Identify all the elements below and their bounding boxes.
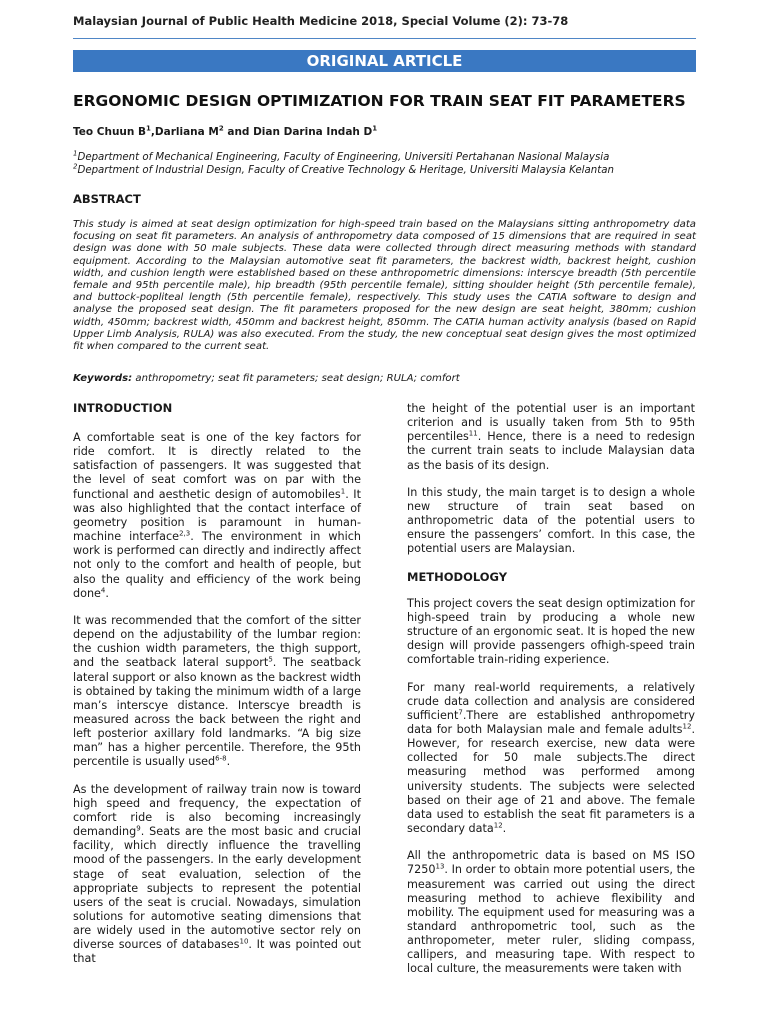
abstract-text: This study is aimed at seat design optimization for high-speed train based on the Malaysians sitting anthropometry data focusing on seat fit parameters. An analysis of anthropometry data composed of 15 dimensions that are required in seat design was done with 50 male subjects. These data were collected through direct measuring methods with standard equipment. According to the Malaysian automotive seat fit parameters, the backrest width, backrest height, cushion width, and cushion length were established based on these anthropometric dimensions: interscye breadth (5th percentile female and 95th percentile male), hip breadth (95th percentile female), sitting shoulder height (5th percentile female), and buttock-popliteal length (5th percentile female), respectively. This study uses the CATIA software to design and analyse the proposed seat design. The fit parameters proposed for the new design are seat height, 380mm; cushion width, 450mm; backrest width, 450mm and backrest height, 850mm. The CATIA human activity analysis (based on Rapid Upper Limb Analysis, RULA) was also executed. From the study, the new conceptual seat design gives the most optimized fit when compared to the current seat.: [73, 219, 696, 353]
author-affil-sup: 1: [372, 124, 378, 133]
methodology-paragraph-1: This project covers the seat design optimization for high-speed train by producing a whole new structure of an ergonomic seat. It is hoped the new design will provide passengers ofhigh-speed train comfortable train-riding experience.: [407, 596, 695, 667]
introduction-heading: INTRODUCTION: [73, 401, 173, 415]
methodology-paragraph-3: All the anthropometric data is based on MS ISO 7250$^{13}$. In order to obtain more potential users, the measurement was carried out using the direct measuring method to achieve flexibility and mobility. The equipment used for measuring was a standard anthropometric tool, such as the anthropometer, meter ruler, sliding compass, callipers, and measuring tape. With respect to local culture, the measurements were taken with: [407, 849, 695, 976]
citation: 7: [458, 708, 463, 717]
article-type-banner: ORIGINAL ARTICLE: [73, 50, 696, 72]
citation: 9: [136, 824, 141, 833]
article-title: ERGONOMIC DESIGN OPTIMIZATION FOR TRAIN SEAT FIT PARAMETERS: [73, 92, 686, 110]
keywords-text: anthropometry; seat fit parameters; seat design; RULA; comfort: [132, 373, 460, 384]
journal-header: Malaysian Journal of Public Health Medicine 2018, Special Volume (2): 73-78: [73, 14, 569, 28]
citation: 10: [239, 937, 249, 946]
affiliation-1: $^1$Department of Mechanical Engineering, Faculty of Engineering, Universiti Pertahanan Nasional Malaysia: [73, 149, 610, 163]
citation: 5: [268, 655, 273, 664]
left-column: [73, 431, 361, 980]
citation: 1: [340, 486, 346, 495]
author-name: ,Darliana M: [150, 126, 219, 138]
intro-paragraph-2: It was recommended that the comfort of the sitter depend on the adjustability of the lumbar region: the cushion width parameters, the thigh support, and the seatback lateral support$^5$. The seatback lateral support or also known as the backrest width is obtained by taking the minimum width of a large man’s interscye distance. Interscye breadth is measured across the back between the right and left posterior axillary fold landmarks. “A big size man” has a higher percentile. Therefore, the 95th percentile is usually used$^{6-8}$.: [73, 613, 361, 769]
methodology-paragraph-2: For many real-world requirements, a relatively crude data collection and analysis are considered sufficient$^7$.There are established anthropometry data for both Malaysian male and female adults$^{12}$. However, for research exercise, new data were collected for 50 male subjects.The direct measuring method was performed among university students. The subjects were selected based on their age of 21 and above. The female data used to establish the seat fit parameters is a secondary data$^{12}$.: [407, 680, 695, 836]
citation: 4: [100, 585, 106, 594]
right-column: [407, 402, 695, 990]
methodology-heading: METHODOLOGY: [407, 569, 508, 584]
intro-paragraph-3: As the development of railway train now is toward high speed and frequency, the expectation of comfort ride is also becoming increasingly demanding$^9$. Seats are the most basic and crucial facility, which directly influence the travelling mood of the passengers. In the early development stage of seat evaluation, selection of the appropriate subjects to represent the potential users of the seat is crucial. Nowadays, simulation solutions for automotive seating dimensions that are widely used in the automotive sector rely on diverse sources of databases$^{10}$. It was pointed out that: [73, 782, 362, 966]
citation: 6-8: [215, 754, 227, 763]
keywords-line: [73, 373, 460, 384]
author-affil-sup: 1: [146, 124, 151, 133]
intro-paragraph-5: In this study, the main target is to design a whole new structure of train seat based on anthropometric data of the potential users to ensure the passengers’ comfort. In this case, the potential users are Malaysian.: [407, 485, 695, 556]
citation: 2,3: [179, 529, 191, 538]
header-rule: [73, 38, 696, 39]
citation: 11: [468, 429, 478, 438]
citation: 13: [435, 862, 445, 871]
author-name: and Dian Darina Indah D: [223, 126, 373, 138]
citation: 12: [493, 821, 503, 830]
citation: 12: [682, 722, 692, 731]
intro-paragraph-4: the height of the potential user is an important criterion and is usually taken from 5th to 95th percentiles$^{11}$. Hence, there is a need to redesign the current train seats to include Malaysian data as the basis of its design.: [407, 402, 695, 472]
intro-paragraph-1: A comfortable seat is one of the key factors for ride comfort. It is directly related to the satisfaction of passengers. It was suggested that the level of seat comfort was on par with the functional and aesthetic design of automobiles$^1$. It was also highlighted that the contact interface of geometry position is paramount in human-machine interface$^{2,3}$. The environment in which work is performed can directly and indirectly affect not only to the comfort and health of people, but also the quality and efficiency of the work being done$^4$.: [73, 431, 361, 600]
author-name: Teo Chuun B: [73, 126, 147, 138]
abstract-heading: ABSTRACT: [73, 192, 141, 206]
keywords-label: Keywords:: [73, 373, 133, 384]
affiliation-2: $^2$Department of Industrial Design, Faculty of Creative Technology & Heritage, Universiti Malaysia Kelantan: [73, 162, 614, 176]
author-affil-sup: 2: [218, 124, 224, 133]
author-line: [73, 126, 377, 138]
